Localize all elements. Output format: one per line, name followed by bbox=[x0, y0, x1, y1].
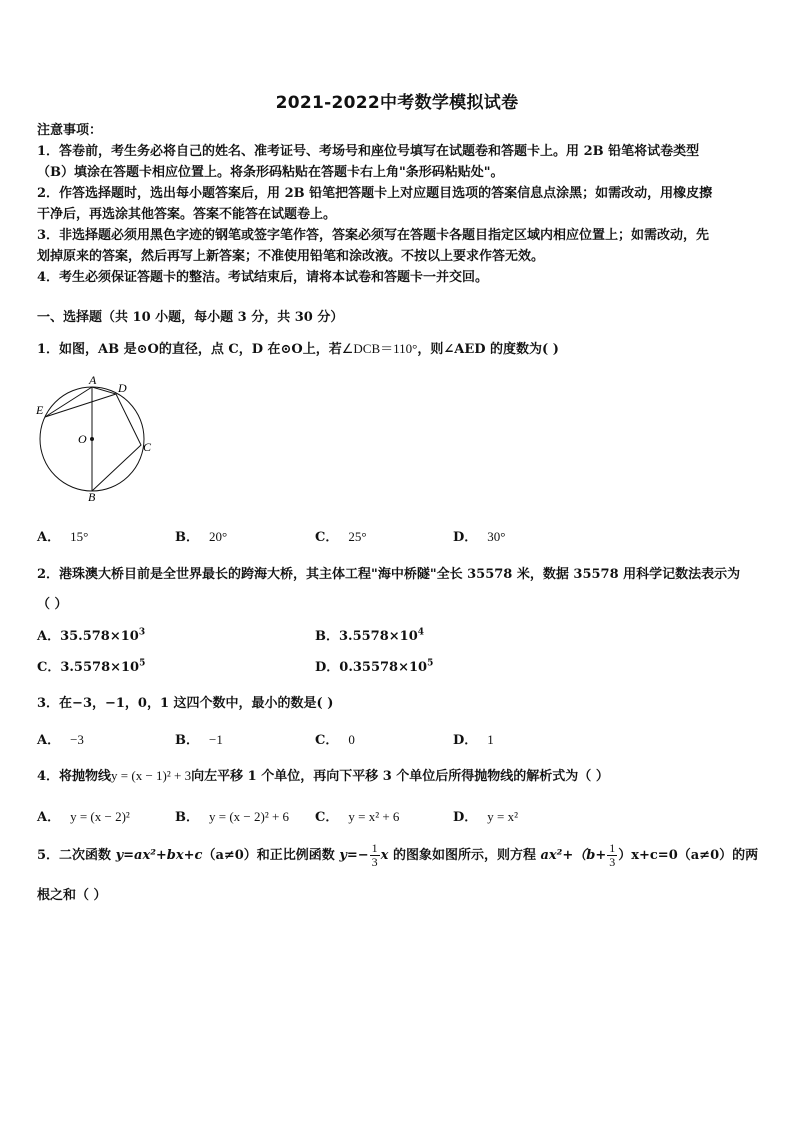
label-b: B bbox=[88, 490, 96, 504]
note-line: 3．非选择题必须用黑色字迹的钢笔或签字笔作答，答案必须写在答题卡各题目指定区域内相应位置上；如需改动，先 bbox=[37, 228, 710, 243]
notes-block bbox=[37, 120, 759, 288]
q4-option-a: A． y = (x − 2)² bbox=[37, 809, 130, 825]
question-2-paren: （ ） bbox=[37, 597, 68, 612]
q1-text-pre: 1．如图，AB 是⊙O的直径，点 C，D 在⊙O上，若 bbox=[37, 342, 342, 357]
question-2: 2．港珠澳大桥目前是全世界最长的跨海大桥，其主体工程"海中桥隧"全长 35578 米，数据 35578 用科学记数法表示为 bbox=[37, 567, 741, 582]
label-e: E bbox=[36, 403, 44, 417]
question-4: 4．将抛物线y = (x − 1)² + 3向左平移 1 个单位，再向下平移 3 个单位后所得抛物线的解析式为（ ） bbox=[37, 768, 609, 784]
note-line: 4．考生必须保证答题卡的整洁。考试结束后，请将本试卷和答题卡一并交回。 bbox=[37, 270, 489, 285]
note-line: 干净后，再选涂其他答案。答案不能答在试题卷上。 bbox=[37, 207, 337, 222]
q3-option-a: A． −3 bbox=[37, 732, 84, 748]
q1-condition: ∠DCB＝110° bbox=[341, 341, 418, 356]
question-5: 5．二次函数 y=ax²+bx+c（a≠0）和正比例函数 y=− $\frac{1}{3}$ x 的图象如图所示，则方程 ax²+（b+ $\frac{1}{3}$ ）x+c=0（a≠0）的两 bbox=[37, 841, 759, 869]
q3-option-d: D． 1 bbox=[453, 732, 494, 748]
label-a: A bbox=[89, 373, 97, 387]
q4-option-c: C． y = x² + 6 bbox=[315, 809, 400, 825]
question-1 bbox=[37, 338, 759, 357]
q2-option-c: C．$3.5578\times 10^5$ bbox=[37, 658, 146, 675]
q1-text-post: ，则∠AED 的度数为( ) bbox=[417, 342, 559, 357]
q1-option-a: A． 15° bbox=[37, 529, 89, 545]
q1-option-c: C． 25° bbox=[315, 529, 367, 545]
notes-heading: 注意事项： bbox=[37, 123, 103, 138]
q3-option-c: C． 0 bbox=[315, 732, 355, 748]
q4-option-d: D． y = x² bbox=[453, 809, 519, 825]
note-line: 划掉原来的答案，然后再写上新答案；不准使用铅笔和涂改液。不按以上要求作答无效。 bbox=[37, 249, 545, 264]
q1-option-d: D． 30° bbox=[453, 529, 506, 545]
label-d: D bbox=[118, 381, 127, 395]
q2-option-a: A．$35.578\times 10^3$ bbox=[37, 627, 146, 644]
q1-option-b: B． 20° bbox=[175, 529, 228, 545]
label-o: O bbox=[78, 432, 87, 446]
label-c: C bbox=[143, 440, 152, 454]
q2-option-b: B．$3.5578\times 10^4$ bbox=[315, 627, 425, 644]
fraction-one-third: $\frac{1}{3}$ bbox=[609, 841, 616, 869]
section-heading: 一、选择题（共 10 小题，每小题 3 分，共 30 分） bbox=[37, 310, 344, 325]
question-5-line2: 根之和（ ） bbox=[37, 888, 107, 903]
q2-option-d: D．$0.35578\times 10^5$ bbox=[315, 658, 434, 675]
chord-ed bbox=[45, 394, 116, 417]
q4-option-b: B． y = (x − 2)² + 6 bbox=[175, 809, 290, 825]
question-3: 3．在−3，−1，0，1 这四个数中，最小的数是( ) bbox=[37, 696, 334, 711]
center-point bbox=[90, 437, 94, 441]
fraction-one-third: $\frac{1}{3}$ bbox=[371, 841, 378, 869]
page-title: 2021-2022中考数学模拟试卷 bbox=[275, 93, 519, 113]
note-line: 2．作答选择题时，选出每小题答案后，用 2B 铅笔把答题卡上对应题目选项的答案信息点涂黑；如需改动，用橡皮擦 bbox=[37, 186, 713, 201]
note-line: 1．答卷前，考生务必将自己的姓名、准考证号、考场号和座位号填写在试题卷和答题卡上。用 2B 铅笔将试卷类型 bbox=[37, 144, 700, 159]
q3-option-b: B． −1 bbox=[175, 732, 223, 748]
note-line: （B）填涂在答题卡相应位置上。将条形码粘贴在答题卡右上角"条形码粘贴处"。 bbox=[37, 165, 504, 180]
q1-circle-figure bbox=[32, 372, 162, 504]
q4-equation: y = (x − 1)² + 3 bbox=[111, 768, 192, 783]
